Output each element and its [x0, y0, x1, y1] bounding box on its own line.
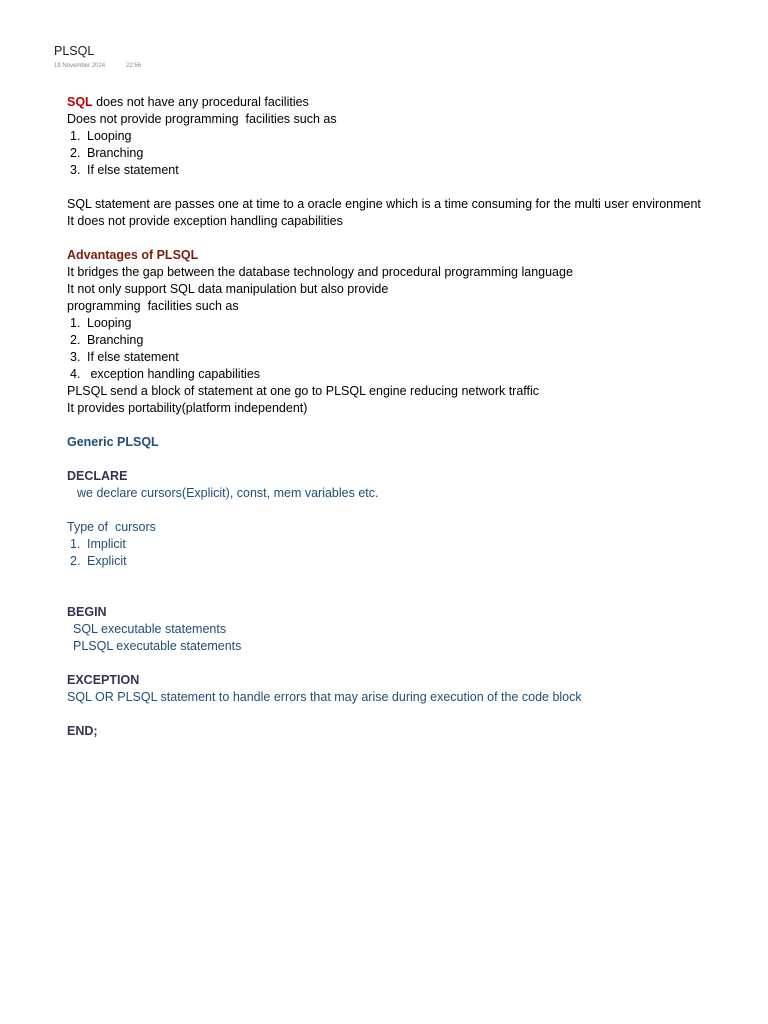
advantages-line-1: It bridges the gap between the database technology and procedural programming language	[67, 265, 573, 279]
intro-list-item: 3. If else statement	[70, 163, 179, 177]
generic-heading: Generic PLSQL	[67, 435, 159, 449]
begin-line: SQL executable statements	[73, 622, 227, 636]
begin-keyword: BEGIN	[67, 605, 107, 619]
advantages-list-item: 4. exception handling capabilities	[70, 367, 261, 381]
page-title: PLSQL	[54, 44, 95, 58]
intro-line-1	[67, 94, 767, 111]
declare-keyword: DECLARE	[67, 469, 128, 483]
advantages-heading: Advantages of PLSQL	[67, 248, 199, 262]
cursor-types-heading: Type of cursors	[67, 520, 156, 534]
cursor-list-item: 1. Implicit	[70, 537, 126, 551]
cursor-list-item: 2. Explicit	[70, 554, 127, 568]
advantages-line-2: It not only support SQL data manipulation but also provide	[67, 282, 389, 296]
intro-para-2: It does not provide exception handling capabilities	[67, 214, 343, 228]
advantages-line-5: It provides portability(platform independent)	[67, 401, 308, 415]
intro-list-item: 1. Looping	[70, 129, 132, 143]
intro-line-2: Does not provide programming facilities such as	[67, 112, 337, 126]
declare-description: we declare cursors(Explicit), const, mem variables etc.	[77, 486, 379, 500]
advantages-list-item: 2. Branching	[70, 333, 144, 347]
advantages-line-3: programming facilities such as	[67, 299, 239, 313]
advantages-list-item: 3. If else statement	[70, 350, 179, 364]
intro-line-1-text: does not have any procedural facilities	[92, 95, 309, 109]
end-keyword: END;	[67, 724, 98, 738]
advantages-line-4: PLSQL send a block of statement at one go to PLSQL engine reducing network traffic	[67, 384, 540, 398]
note-body	[67, 94, 767, 740]
advantages-list-item: 1. Looping	[70, 316, 132, 330]
sql-keyword: SQL	[67, 95, 93, 109]
intro-para-1: SQL statement are passes one at time to a oracle engine which is a time consuming for the multi user environment	[67, 197, 701, 211]
page-time: 22:56	[126, 63, 142, 69]
exception-keyword: EXCEPTION	[67, 673, 140, 687]
exception-description: SQL OR PLSQL statement to handle errors that may arise during execution of the code block	[67, 690, 582, 704]
begin-line: PLSQL executable statements	[73, 639, 242, 653]
page-date: 19 November 2024	[54, 63, 106, 69]
intro-list-item: 2. Branching	[70, 146, 144, 160]
